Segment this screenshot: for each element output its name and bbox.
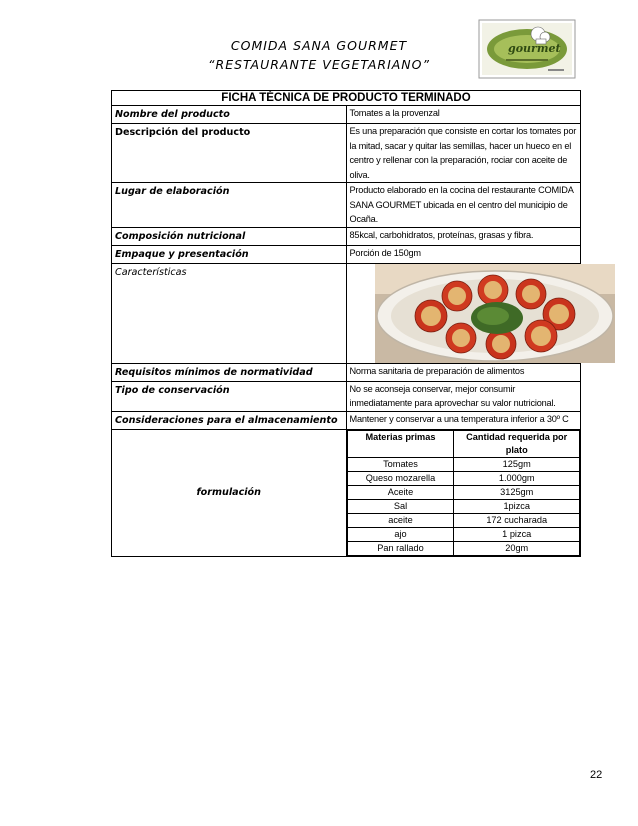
table-row (347, 541, 580, 555)
value-storage: Mantener y conservar a una temperatura inferior a 30º C (346, 411, 581, 429)
value-packaging: Porción de 150gm (346, 245, 581, 263)
label-characteristics: Características (112, 263, 347, 363)
formulation-label-cell (112, 429, 347, 556)
table-row (347, 485, 580, 499)
header-restaurant-type: “RESTAURANTE VEGETARIANO” (208, 57, 430, 72)
characteristics-cell (346, 263, 581, 363)
header-company-name: COMIDA SANA GOURMET (230, 38, 408, 53)
ingredient-quantity: 1pizca (454, 499, 580, 513)
baked-stuffed-tomatoes-photo (375, 264, 615, 363)
label-packaging: Empaque y presentación (112, 245, 347, 263)
chef-hat-logo (478, 19, 576, 79)
value-product-name: Tomates a la provenzal (346, 106, 581, 124)
ingredient-name: Tomates (347, 457, 454, 471)
value-nutrition: 85kcal, carbohidratos, proteínas, grasas y fibra. (346, 227, 581, 245)
ingredient-quantity: 3125gm (454, 485, 580, 499)
table-row (347, 457, 580, 471)
ingredient-quantity: 20gm (454, 541, 580, 555)
ingredient-name: Pan rallado (347, 541, 454, 555)
value-elaboration-place: Producto elaborado en la cocina del restaurante COMIDA SANA GOURMET ubicada en el centro del municipio de Ocaña. (346, 183, 581, 228)
ingredient-quantity: 1.000gm (454, 471, 580, 485)
ingredient-name: Aceite (347, 485, 454, 499)
formulation-header-row (347, 430, 580, 457)
header-raw-materials: Materias primas (347, 430, 454, 457)
ingredient-quantity: 1 pizca (454, 527, 580, 541)
value-description: Es una preparación que consiste en cortar los tomates por la mitad, sacar y quitar las semillas, hacer un hueco en el centro y rellenar con la preparación, rociar con aceite de oliva. (346, 124, 581, 183)
product-spec-table (111, 90, 581, 557)
formulation-table (347, 430, 581, 556)
value-requirements: Norma sanitaria de preparación de alimentos (346, 363, 581, 381)
value-conservation-type: No se aconseja conservar, mejor consumir inmediatamente para aprovechar su valor nutricional. (346, 381, 581, 411)
ingredient-quantity: 125gm (454, 457, 580, 471)
table-row (347, 513, 580, 527)
header-quantity: Cantidad requerida por plato (454, 430, 580, 457)
table-row (347, 471, 580, 485)
table-title: FICHA TÉCNICA DE PRODUCTO TERMINADO (112, 91, 581, 106)
label-conservation-type: Tipo de conservación (112, 381, 347, 411)
table-row (347, 499, 580, 513)
svg-text:gourmet: gourmet (508, 42, 561, 55)
label-storage: Consideraciones para el almacenamiento (112, 411, 347, 429)
table-row (347, 527, 580, 541)
ingredient-name: Queso mozarella (347, 471, 454, 485)
label-product-name: Nombre del producto (112, 106, 347, 124)
label-elaboration-place: Lugar de elaboración (112, 183, 347, 228)
ingredient-quantity: 172 cucharada (454, 513, 580, 527)
label-formulation: formulación (196, 487, 261, 498)
ingredient-name: aceite (347, 513, 454, 527)
label-requirements: Requisitos mínimos de normatividad (112, 363, 347, 381)
label-description: Descripción del producto (112, 124, 347, 183)
ingredient-name: ajo (347, 527, 454, 541)
page-number: 22 (590, 769, 603, 781)
formulation-cell (346, 429, 581, 556)
label-nutrition: Composición nutricional (112, 227, 347, 245)
ingredient-name: Sal (347, 499, 454, 513)
